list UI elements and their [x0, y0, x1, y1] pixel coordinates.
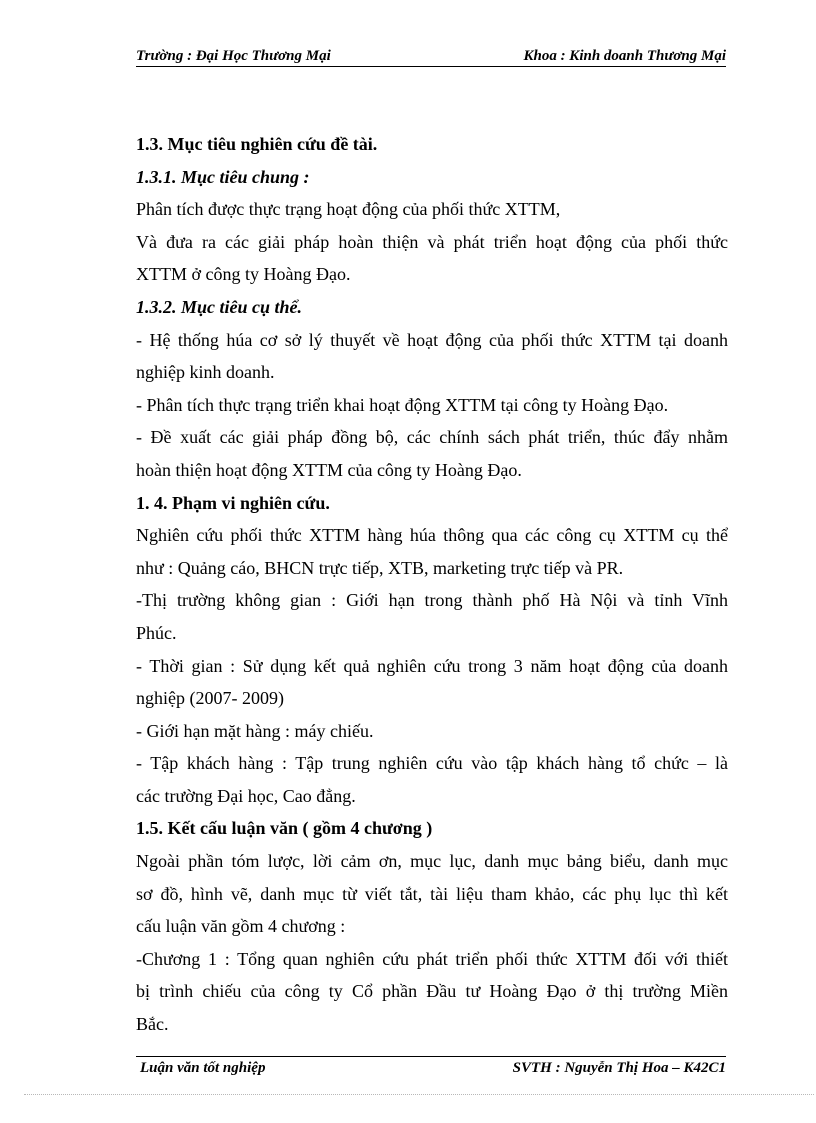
paragraph-line: -Thị trường không gian : Giới hạn trong thành phố Hà Nội và tỉnh Vĩnh — [136, 590, 728, 611]
section-heading-1-3: 1.3. Mục tiêu nghiên cứu đề tài. — [136, 134, 378, 154]
paragraph-line: Nghiên cứu phối thức XTTM hàng húa thông qua các công cụ XTTM cụ thể — [136, 525, 728, 546]
paragraph-line: nghiệp (2007- 2009) — [136, 688, 284, 709]
paragraph-line: Phân tích được thực trạng hoạt động của phối thức XTTM, — [136, 199, 561, 220]
footer-student: SVTH : Nguyễn Thị Hoa – K42C1 — [512, 1060, 726, 1076]
paragraph-line: sơ đồ, hình vẽ, danh mục từ viết tắt, tài liệu tham khảo, các phụ lục thì kết — [136, 883, 728, 904]
paragraph-line: - Giới hạn mặt hàng : máy chiếu. — [136, 720, 374, 741]
paragraph-line: hoàn thiện hoạt động XTTM của công ty Hoàng Đạo. — [136, 459, 522, 480]
header-faculty: Khoa : Kinh doanh Thương Mại — [523, 48, 726, 64]
subheading-1-3-1: 1.3.1. Mục tiêu chung : — [136, 166, 310, 187]
paragraph-line: - Phân tích thực trạng triển khai hoạt động XTTM tại công ty Hoàng Đạo. — [136, 394, 669, 415]
paragraph-line: - Thời gian : Sử dụng kết quả nghiên cứu trong 3 năm hoạt động của doanh — [136, 655, 728, 676]
section-heading-1-4: 1. 4. Phạm vi nghiên cứu. — [136, 492, 330, 513]
footer-rule — [136, 1056, 726, 1057]
footer-thesis-label: Luận văn tốt nghiệp — [140, 1060, 266, 1076]
paragraph-line: Ngoài phần tóm lược, lời cảm ơn, mục lục, danh mục bảng biểu, danh mục — [136, 851, 728, 872]
header-rule — [136, 66, 726, 67]
page-footer — [136, 1060, 726, 1080]
paragraph-line: Và đưa ra các giải pháp hoàn thiện và phát triển hoạt động của phối thức — [136, 231, 728, 252]
section-heading-1-5: 1.5. Kết cấu luận văn ( gồm 4 chương ) — [136, 818, 433, 839]
paragraph-line: Phúc. — [136, 622, 177, 643]
paragraph-line: nghiệp kinh doanh. — [136, 362, 275, 383]
page-header — [136, 48, 726, 68]
paragraph-line: Bắc. — [136, 1014, 169, 1035]
paragraph-line: các trường Đại học, Cao đẳng. — [136, 785, 356, 806]
header-school: Trường : Đại Học Thương Mại — [136, 48, 331, 64]
paragraph-line: XTTM ở công ty Hoàng Đạo. — [136, 264, 351, 285]
paragraph-line: bị trình chiếu của công ty Cổ phần Đầu tư Hoàng Đạo ở thị trường Miền — [136, 981, 728, 1002]
paragraph-line: - Tập khách hàng : Tập trung nghiên cứu vào tập khách hàng tổ chức – là — [136, 753, 728, 774]
page-edge-divider — [24, 1094, 814, 1095]
subheading-1-3-2: 1.3.2. Mục tiêu cụ thể. — [136, 296, 303, 317]
paragraph-line: - Đề xuất các giải pháp đồng bộ, các chính sách phát triển, thúc đẩy nhằm — [136, 427, 728, 448]
document-body — [136, 128, 728, 1041]
paragraph-line: -Chương 1 : Tổng quan nghiên cứu phát triển phối thức XTTM đối với thiết — [136, 948, 728, 969]
paragraph-line: như : Quảng cáo, BHCN trực tiếp, XTB, marketing trực tiếp và PR. — [136, 557, 624, 578]
paragraph-line: - Hệ thống húa cơ sở lý thuyết về hoạt động của phối thức XTTM tại doanh — [136, 329, 728, 350]
paragraph-line: cấu luận văn gồm 4 chương : — [136, 916, 346, 937]
